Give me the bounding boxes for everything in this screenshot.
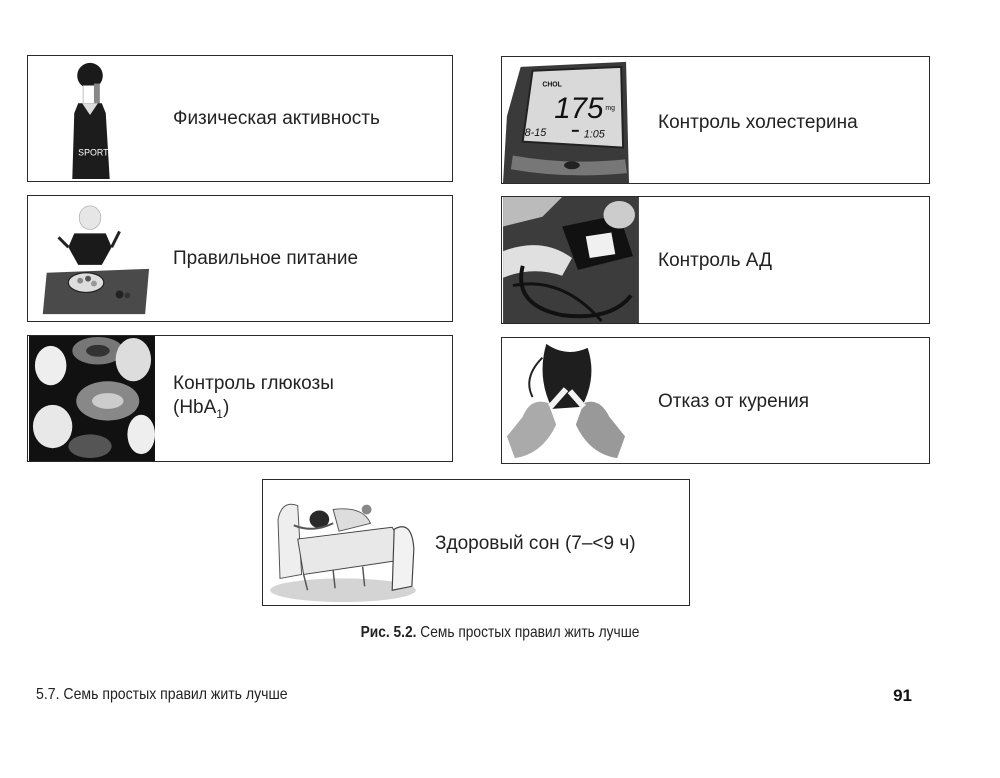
- figure-caption-text: Семь простых правил жить лучше: [416, 624, 640, 641]
- sport-person-image: [28, 56, 153, 181]
- label-healthy-sleep: Здоровый сон (7–<9 ч): [435, 533, 636, 554]
- label-quit-smoking: Отказ от курения: [658, 391, 810, 412]
- cholesterol-meter-image: [502, 57, 630, 183]
- figure-number: Рис. 5.2.: [360, 624, 417, 641]
- meter-time: 1:05: [583, 128, 605, 141]
- label-glucose-line1: Контроль глюкозы: [173, 373, 334, 394]
- card-glucose-control: [27, 335, 453, 462]
- card-quit-smoking: [501, 337, 930, 464]
- card-healthy-eating: [27, 195, 453, 322]
- card-physical-activity: [27, 55, 453, 182]
- label-cholesterol-control: Контроль холестерина: [658, 112, 858, 133]
- red-blood-cells-image: [28, 336, 156, 461]
- meter-date: 8-15: [524, 126, 547, 139]
- svg-text:SPORT: SPORT: [78, 147, 109, 158]
- blood-pressure-cuff-image: [502, 197, 640, 323]
- broken-cigarette-image: [502, 338, 630, 463]
- label-healthy-eating: Правильное питание: [173, 248, 359, 269]
- sleeping-person-image: [263, 480, 421, 605]
- label-glucose-line2: (HbA$_1$): [173, 397, 230, 421]
- meter-unit: mg: [605, 105, 615, 113]
- page-number: 91: [893, 686, 912, 705]
- figure-caption: [70, 624, 930, 642]
- meter-value: 175: [554, 92, 604, 126]
- meter-brand: CHOL: [542, 81, 562, 89]
- label-glucose-control: [173, 372, 334, 426]
- card-healthy-sleep: [262, 479, 690, 606]
- card-cholesterol-control: [501, 56, 930, 184]
- card-blood-pressure-control: [501, 196, 930, 324]
- label-blood-pressure-control: Контроль АД: [658, 250, 772, 271]
- label-physical-activity: Физическая активность: [173, 108, 380, 129]
- running-footer-section: 5.7. Семь простых правил жить лучше: [36, 686, 288, 703]
- healthy-eating-image: [28, 196, 153, 321]
